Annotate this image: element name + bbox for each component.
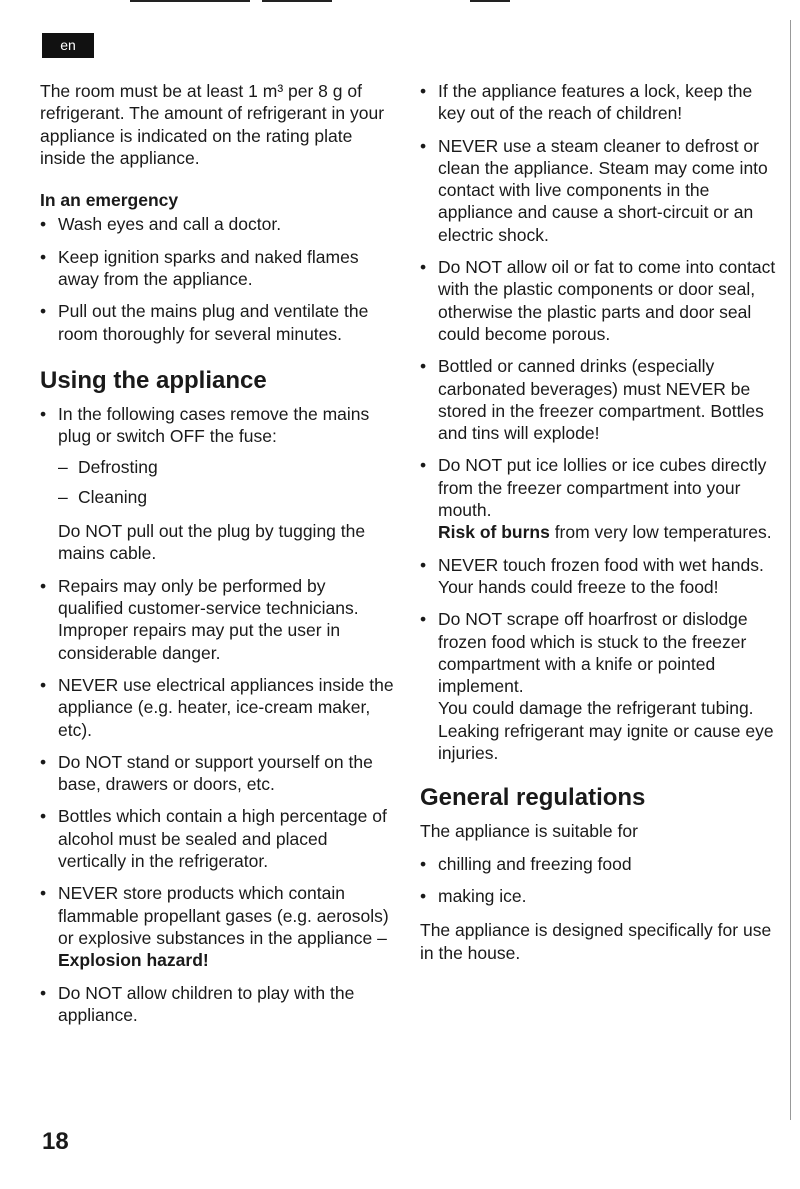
explosion-warning: Explosion hazard! — [58, 950, 209, 971]
general-outro: The appliance is designed specifically for use in the house. — [420, 920, 772, 963]
using-subitem: – Defrosting — [40, 456, 395, 478]
general-item: • making ice. — [420, 885, 782, 907]
page-number: 18 — [42, 1128, 69, 1155]
safety-item: • Do NOT allow oil or fat to come into contact with the plastic components or door seal, otherwise the plastic parts and door seal could become porous. — [420, 256, 782, 345]
general-regulations-heading: General regulations — [420, 784, 646, 812]
children-item: • Do NOT allow children to play with the appliance. — [40, 982, 395, 1027]
intro-paragraph: The room must be at least 1 m³ per 8 g of refrigerant. The amount of refrigerant in your appliance is indicated on the rating plate inside the appliance. — [40, 81, 385, 168]
ice-item — [420, 454, 782, 543]
safety-item: • Bottles which contain a high percentage of alcohol must be sealed and placed vertically in the refrigerator. — [40, 805, 395, 872]
right-column — [420, 80, 782, 964]
emergency-heading: In an emergency — [40, 190, 179, 211]
emergency-item: • Pull out the mains plug and ventilate the room thoroughly for several minutes. — [40, 300, 395, 345]
safety-item: • If the appliance features a lock, keep the key out of the reach of children! — [420, 80, 782, 125]
using-note: Do NOT pull out the plug by tugging the mains cable. — [58, 521, 366, 564]
safety-item: • Repairs may only be performed by qualified customer-service technicians. Improper repairs may put the user in considerable danger. — [40, 575, 395, 664]
propellant-item — [40, 882, 395, 971]
scrape-leak: Leaking refrigerant may ignite or cause eye injuries. — [438, 720, 774, 764]
emergency-item: • Keep ignition sparks and naked flames away from the appliance. — [40, 246, 395, 291]
using-item: • In the following cases remove the mains plug or switch OFF the fuse: — [40, 403, 395, 448]
burns-text: from very low temperatures. — [549, 522, 772, 543]
general-intro: The appliance is suitable for — [420, 821, 638, 842]
scrape-item — [420, 608, 782, 764]
top-rule-3 — [470, 0, 510, 2]
safety-item: • NEVER use a steam cleaner to defrost or clean the appliance. Steam may come into contact with live components in the appliance and cause a short-circuit or an electric shock. — [420, 135, 782, 246]
page-edge-line — [790, 20, 791, 1120]
safety-item: • Bottled or canned drinks (especially carbonated beverages) must NEVER be stored in the freezer compartment. Bottles and tins will explode! — [420, 355, 782, 444]
language-badge: en — [42, 33, 94, 58]
propellant-text: NEVER store products which contain flammable propellant gases (e.g. aerosols) or explosive substances in the appliance – — [58, 883, 389, 948]
safety-item: • NEVER touch frozen food with wet hands. Your hands could freeze to the food! — [420, 554, 782, 599]
top-rule-1 — [130, 0, 250, 2]
using-subitem: – Cleaning — [40, 486, 395, 508]
scrape-text: Do NOT scrape off hoarfrost or dislodge frozen food which is stuck to the freezer compartment with a knife or pointed implement. — [438, 609, 748, 697]
general-item: • chilling and freezing food — [420, 853, 782, 875]
safety-item: • NEVER use electrical appliances inside the appliance (e.g. heater, ice-cream maker, etc). — [40, 674, 395, 741]
scrape-tubing: You could damage the refrigerant tubing. — [438, 698, 754, 719]
icecubes-text: Do NOT put ice lollies or ice cubes directly from the freezer compartment into your mouth. — [438, 455, 767, 521]
top-rule-2 — [262, 0, 332, 2]
left-column — [40, 80, 395, 1026]
burns-warning: Risk of burns — [438, 522, 550, 543]
safety-item: • Do NOT stand or support yourself on the base, drawers or doors, etc. — [40, 751, 395, 796]
using-appliance-heading: Using the appliance — [40, 366, 267, 394]
emergency-item: • Wash eyes and call a doctor. — [40, 213, 395, 235]
